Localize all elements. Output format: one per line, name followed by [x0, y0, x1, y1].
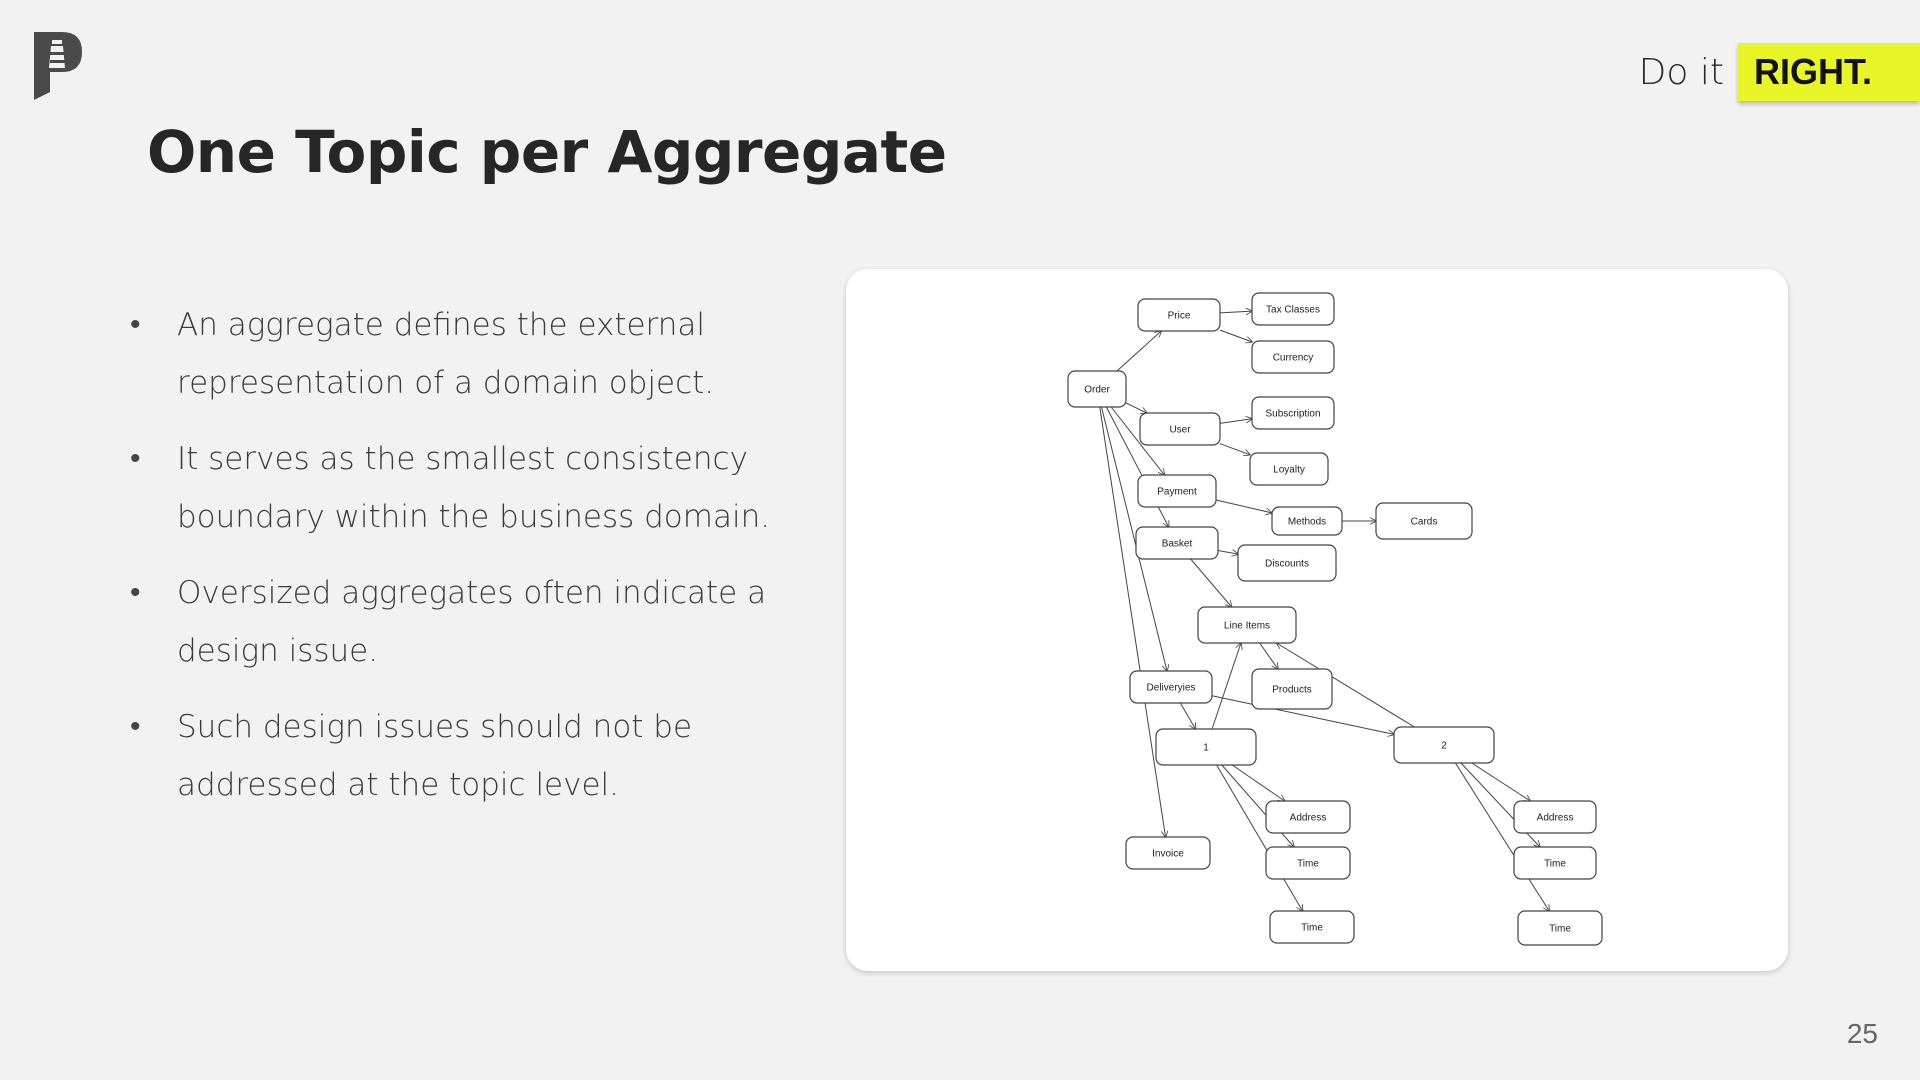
diagram-node-label: Tax Classes	[1266, 304, 1320, 316]
diagram-node-methods	[1272, 507, 1342, 535]
diagram-node-label: Address	[1536, 812, 1574, 824]
diagram-node-address2	[1514, 801, 1596, 833]
tagline	[1639, 42, 1920, 102]
diagram-node-price	[1138, 299, 1220, 331]
diagram-node-loyalty	[1250, 453, 1328, 485]
diagram-node-currency	[1252, 341, 1334, 373]
diagram-node-label: Methods	[1287, 516, 1327, 528]
diagram-edge	[1218, 550, 1238, 554]
diagram-node-label: Currency	[1272, 352, 1314, 364]
tagline-prefix: Do it	[1638, 51, 1724, 93]
page-number: 25	[1846, 1018, 1878, 1049]
diagram-node-label: Time	[1301, 922, 1323, 934]
diagram-node-label: Order	[1084, 384, 1110, 396]
diagram-node-subscription	[1252, 397, 1334, 429]
diagram-edge	[1180, 703, 1195, 729]
diagram-node-basket	[1136, 527, 1218, 559]
diagram-node-label: Products	[1272, 684, 1312, 696]
diagram-node-label: Time	[1549, 923, 1571, 935]
diagram-node-discounts	[1238, 545, 1336, 581]
diagram-node-label: Subscription	[1265, 408, 1321, 420]
diagram-node-label: Price	[1167, 310, 1191, 322]
diagram-edge	[1260, 643, 1278, 669]
diagram-node-time1a	[1266, 847, 1350, 879]
diagram-node-d2	[1394, 727, 1494, 763]
diagram-node-label: Address	[1289, 812, 1327, 824]
diagram-node-invoice	[1126, 837, 1210, 869]
diagram-node-label: Discounts	[1265, 558, 1309, 570]
diagram-node-deliveryies	[1130, 671, 1212, 703]
bullet-item: • It serves as the smallest consistency boundary within the business domain.	[130, 430, 810, 546]
aggregate-diagram	[846, 269, 1788, 971]
diagram-edge	[1455, 763, 1549, 911]
diagram-edge	[1191, 559, 1232, 607]
diagram-node-label: User	[1169, 424, 1191, 436]
slide-title: One Topic per Aggregate	[147, 118, 947, 186]
diagram-node-label: Payment	[1157, 486, 1197, 498]
diagram-node-label: Time	[1297, 858, 1319, 870]
diagram-node-time2a	[1514, 847, 1596, 879]
diagram-edge	[1220, 419, 1252, 424]
lighthouse-p-logo-icon	[32, 30, 84, 100]
diagram-edge	[1126, 403, 1147, 413]
diagram-node-payment	[1138, 475, 1216, 507]
diagram-node-label: Cards	[1410, 516, 1438, 528]
diagram-node-label: 2	[1441, 740, 1447, 752]
diagram-node-time1b	[1270, 911, 1354, 943]
bullet-item: • Such design issues should not be addressed at the topic level.	[130, 698, 810, 814]
diagram-edge	[1216, 500, 1272, 513]
bullet-item: • Oversized aggregates often indicate a design issue.	[130, 564, 810, 680]
bullet-item: • An aggregate defines the external representation of a domain object.	[130, 296, 810, 412]
diagram-node-address1	[1266, 801, 1350, 833]
diagram-node-label: Time	[1544, 858, 1566, 870]
diagram-node-tax	[1252, 293, 1334, 325]
diagram-edge	[1117, 331, 1161, 371]
diagram-node-order	[1068, 371, 1126, 407]
diagram-node-lineitems	[1198, 607, 1296, 643]
diagram-card	[846, 269, 1788, 971]
diagram-node-d1	[1156, 729, 1256, 765]
diagram-node-user	[1140, 413, 1220, 445]
diagram-edge	[1100, 407, 1166, 837]
bullet-list	[130, 296, 810, 832]
diagram-node-label: Deliveryies	[1146, 682, 1196, 694]
diagram-node-time2b	[1518, 911, 1602, 945]
diagram-edge	[1220, 311, 1252, 313]
diagram-node-label: Invoice	[1152, 848, 1184, 860]
diagram-edge	[1212, 643, 1241, 729]
diagram-edge	[1232, 765, 1284, 801]
diagram-edge	[1220, 330, 1252, 342]
diagram-node-products	[1252, 669, 1332, 709]
diagram-node-label: 1	[1203, 742, 1209, 754]
diagram-edge	[1217, 765, 1303, 911]
diagram-node-cards	[1376, 503, 1472, 539]
tagline-badge: RIGHT.	[1738, 43, 1920, 101]
diagram-node-label: Line Items	[1223, 620, 1271, 632]
diagram-node-label: Loyalty	[1273, 464, 1305, 476]
diagram-node-label: Basket	[1161, 538, 1193, 550]
diagram-edge	[1472, 763, 1531, 801]
diagram-edge	[1220, 444, 1250, 455]
